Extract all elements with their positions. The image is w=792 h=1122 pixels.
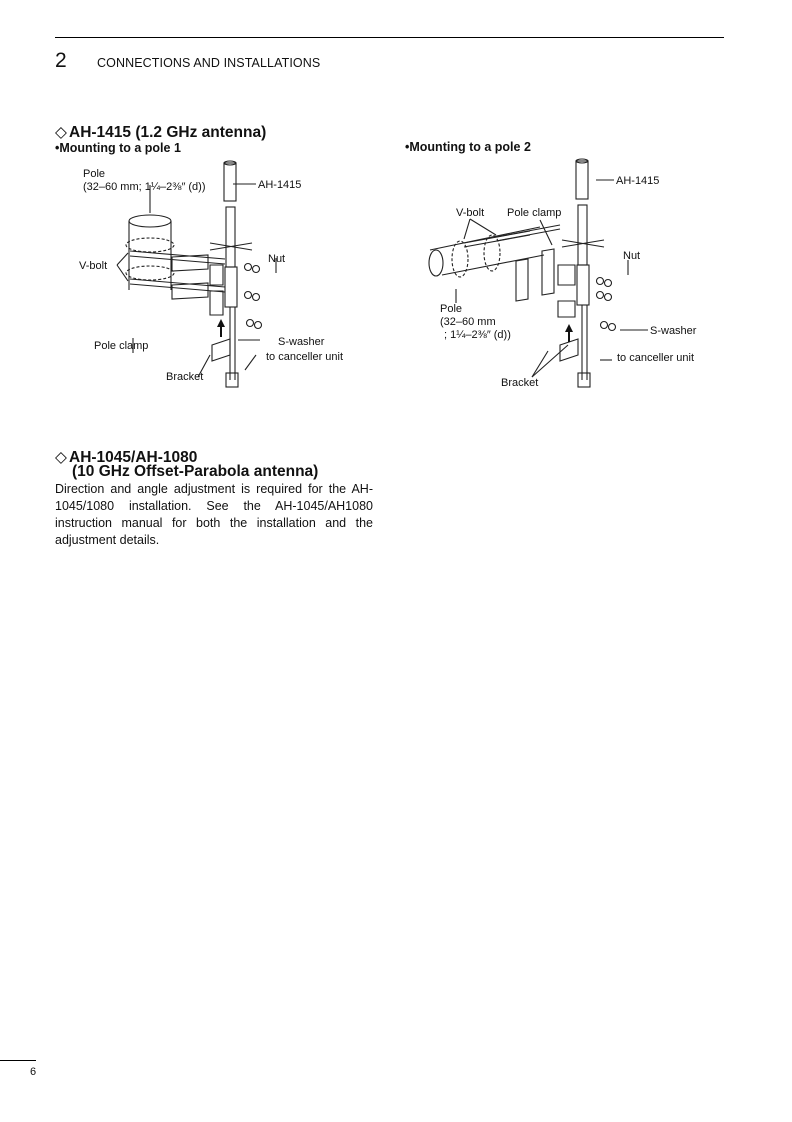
label-nut: Nut (623, 250, 641, 262)
header-rule (55, 37, 724, 38)
subtitle-pole-2: •Mounting to a pole 2 (405, 140, 531, 154)
label-swasher: S-washer (650, 325, 697, 337)
diamond-icon: ◇ (55, 449, 67, 466)
label-vbolt: V-bolt (79, 260, 108, 272)
chapter-title: CONNECTIONS AND INSTALLATIONS (97, 56, 321, 70)
page-number: 6 (30, 1066, 37, 1078)
diagram-mounting-pole-1 (60, 155, 380, 405)
label-bracket: Bracket (166, 371, 204, 383)
diamond-icon: ◇ (55, 124, 67, 141)
label-canceller: to canceller unit (266, 351, 344, 363)
chapter-number: 2 (55, 49, 67, 72)
label-antenna: AH-1415 (616, 175, 660, 187)
label-canceller: to canceller unit (617, 352, 695, 364)
section-heading-line1: AH-1045/AH-1080 (69, 449, 198, 466)
label-pole-size: (32–60 mm; 1¼–2⅜″ (d)) (83, 181, 206, 193)
label-swasher: S-washer (278, 336, 325, 348)
label-pole: Pole (83, 168, 106, 180)
label-pole: Pole (440, 303, 463, 315)
body-paragraph: Direction and angle adjustment is required for the AH-1045/1080 installation. See the AH-1045/AH1080 instruction manual for both the installation and the adjustment details. (55, 482, 373, 547)
section-heading-ah1415 (55, 123, 266, 142)
diagram-mounting-pole-2 (420, 155, 720, 405)
section-heading-line2: (10 GHz Offset-Parabola antenna) (72, 463, 319, 480)
label-pole-size-1: (32–60 mm (440, 316, 496, 328)
label-bracket: Bracket (501, 377, 539, 389)
section-heading-text: AH-1415 (1.2 GHz antenna) (69, 124, 267, 141)
label-vbolt: V-bolt (456, 207, 485, 219)
label-antenna: AH-1415 (258, 179, 302, 191)
label-pole-size-2: ; 1¼–2⅜″ (d)) (444, 329, 511, 341)
subtitle-pole-1: •Mounting to a pole 1 (55, 141, 181, 155)
label-nut: Nut (268, 253, 286, 265)
footer-rule (0, 1060, 36, 1061)
label-pole-clamp: Pole clamp (507, 207, 562, 219)
label-pole-clamp: Pole clamp (94, 340, 149, 352)
